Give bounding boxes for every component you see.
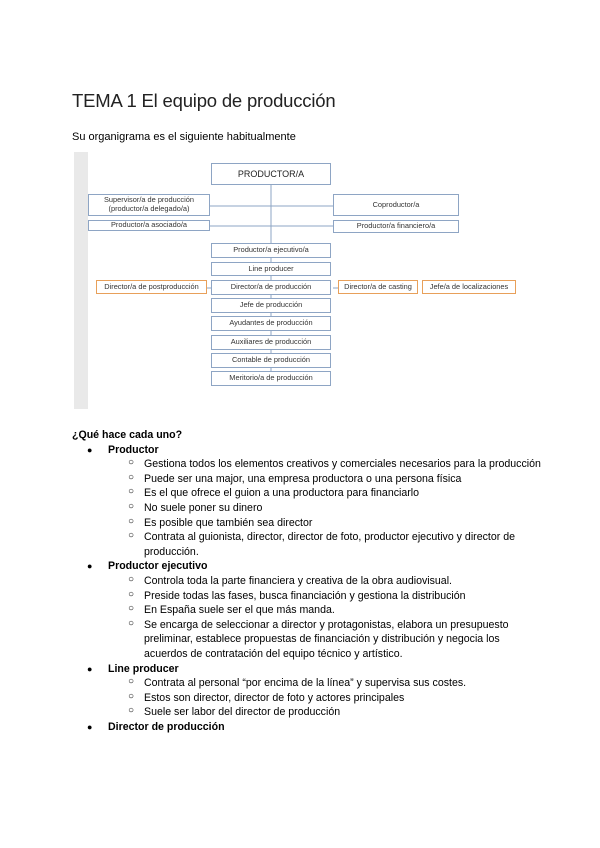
- duty-text: Contrata al personal “por encima de la línea” y supervisa sus costes.: [144, 677, 467, 690]
- duty-text: Preside todas las fases, busca financiación y gestiona la distribución: [144, 589, 466, 602]
- duty-text: No suele poner su dinero: [144, 501, 263, 514]
- list-item: [108, 705, 542, 720]
- circle-bullet-icon: ○: [128, 690, 135, 702]
- role-section: [72, 443, 542, 560]
- org-node-director-produccion: Director/a de producción: [211, 280, 331, 295]
- circle-bullet-icon: ○: [128, 573, 135, 585]
- list-item: [108, 574, 542, 589]
- org-chart-intro: Su organigrama es el siguiente habitualmente: [72, 131, 296, 143]
- list-item: [108, 691, 542, 706]
- role-duties-list: [108, 676, 542, 720]
- org-node-casting: Director/a de casting: [338, 280, 418, 294]
- duty-text: Se encarga de seleccionar a director y protagonistas, elabora un presupuesto preliminar, establece propuestas de financiación y distribución y negocia los acuerdos de contratación del equipo técnico y artístico.: [144, 618, 509, 660]
- list-item: [108, 501, 542, 516]
- duty-text: En España suele ser el que más manda.: [144, 604, 335, 617]
- org-node-supervisor: Supervisor/a de producción (productor/a delegado/a): [88, 194, 210, 216]
- duty-text: Es posible que también sea director: [144, 516, 313, 529]
- role-heading: Productor: [108, 443, 159, 456]
- org-node-postproduccion: Director/a de postproducción: [96, 280, 207, 294]
- list-item: [108, 589, 542, 604]
- circle-bullet-icon: ○: [128, 588, 135, 600]
- page-title: TEMA 1 El equipo de producción: [72, 90, 336, 111]
- role-duties-list: [108, 457, 542, 559]
- list-item: [108, 603, 542, 618]
- org-node-productor: PRODUCTOR/A: [211, 163, 331, 185]
- list-item: [108, 457, 542, 472]
- duty-text: Controla toda la parte financiera y creativa de la obra audiovisual.: [144, 574, 452, 587]
- org-node-line-producer: Line producer: [211, 262, 331, 276]
- duty-text: Gestiona todos los elementos creativos y comerciales necesarios para la producción: [144, 458, 541, 471]
- circle-bullet-icon: ○: [128, 617, 135, 629]
- list-item: [108, 676, 542, 691]
- bullet-icon: ●: [87, 561, 93, 572]
- circle-bullet-icon: ○: [128, 500, 135, 512]
- role-section: [72, 662, 542, 720]
- role-section: [72, 559, 542, 661]
- circle-bullet-icon: ○: [128, 471, 135, 483]
- bullet-icon: ●: [87, 663, 93, 674]
- role-heading: Line producer: [108, 662, 179, 675]
- list-item: [108, 516, 542, 531]
- role-duties-list: [108, 574, 542, 662]
- duty-text: Contrata al guionista, director, director de foto, productor ejecutivo y director de producción.: [144, 531, 515, 558]
- roles-list: [72, 443, 542, 735]
- question-heading: ¿Qué hace cada uno?: [72, 429, 183, 441]
- org-node-productor-financiero: Productor/a financiero/a: [333, 220, 459, 233]
- org-node-productor-ejecutivo: Productor/a ejecutivo/a: [211, 243, 331, 258]
- circle-bullet-icon: ○: [128, 705, 135, 717]
- role-heading: Director de producción: [108, 720, 225, 733]
- bullet-icon: ●: [87, 444, 93, 455]
- org-node-productor-asociado: Productor/a asociado/a: [88, 220, 210, 231]
- org-node-contable: Contable de producción: [211, 353, 331, 368]
- roles-description: [72, 428, 542, 734]
- org-node-jefe-produccion: Jefe de producción: [211, 298, 331, 313]
- duty-text: Es el que ofrece el guion a una productora para financiarlo: [144, 487, 420, 500]
- org-node-ayudantes: Ayudantes de producción: [211, 316, 331, 331]
- circle-bullet-icon: ○: [128, 603, 135, 615]
- org-node-localizaciones: Jefe/a de localizaciones: [422, 280, 516, 294]
- circle-bullet-icon: ○: [128, 676, 135, 688]
- org-node-auxiliares: Auxiliares de producción: [211, 335, 331, 350]
- org-node-coproductor: Coproductor/a: [333, 194, 459, 216]
- circle-bullet-icon: ○: [128, 515, 135, 527]
- role-section: [72, 720, 542, 735]
- duty-text: Estos son director, director de foto y actores principales: [144, 691, 405, 704]
- circle-bullet-icon: ○: [128, 486, 135, 498]
- duty-text: Suele ser labor del director de producción: [144, 706, 341, 719]
- circle-bullet-icon: ○: [128, 530, 135, 542]
- org-chart: [74, 152, 528, 409]
- role-heading: Productor ejecutivo: [108, 560, 208, 573]
- list-item: [108, 486, 542, 501]
- org-node-meritorio: Meritorio/a de producción: [211, 371, 331, 386]
- list-item: [108, 472, 542, 487]
- list-item: [108, 618, 542, 662]
- list-item: [108, 530, 542, 559]
- duty-text: Puede ser una major, una empresa productora o una persona física: [144, 472, 462, 485]
- bullet-icon: ●: [87, 721, 93, 732]
- circle-bullet-icon: ○: [128, 457, 135, 469]
